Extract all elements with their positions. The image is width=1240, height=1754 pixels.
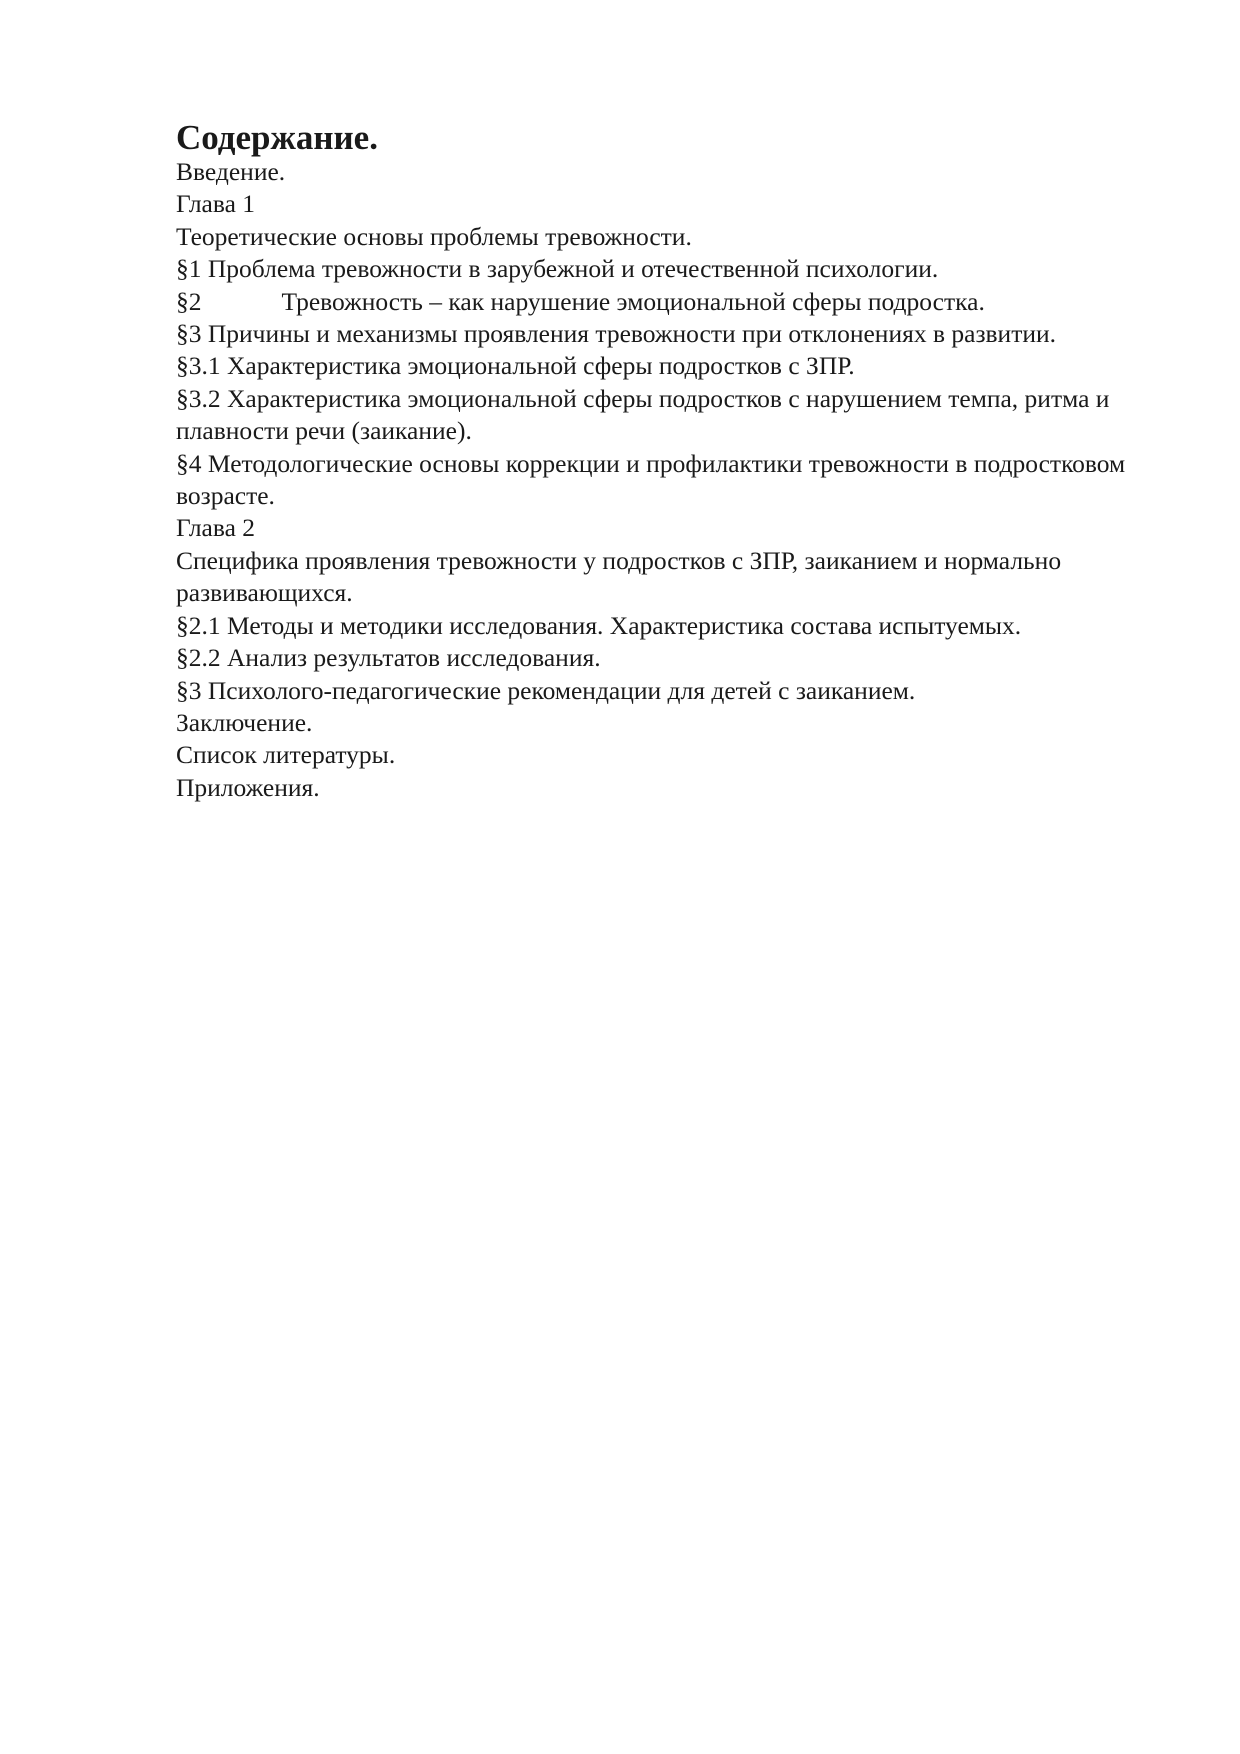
toc-item-section-2-number: §2: [176, 286, 202, 316]
toc-item-section-3-ch2: §3 Психолого-педагогические рекомендации для детей с заиканием.: [176, 675, 916, 705]
toc-item-section-3-1: §3.1 Характеристика эмоциональной сферы подростков с ЗПР.: [176, 351, 855, 381]
toc-item-section-3: §3 Причины и механизмы проявления тревожности при отклонениях в развитии.: [176, 319, 1057, 349]
toc-item-section-2-1: §2.1 Методы и методики исследования. Характеристика состава испытуемых.: [176, 610, 1022, 640]
toc-item-section-2-2: §2.2 Анализ результатов исследования.: [176, 643, 601, 673]
toc-item-appendices: Приложения.: [176, 772, 320, 802]
toc-item-bibliography: Список литературы.: [176, 740, 396, 770]
toc-item-section-3-2: §3.2 Характеристика эмоциональной сферы подростков с нарушением темпа, ритма и плавности речи (заикание).: [176, 383, 1110, 446]
toc-item-introduction: Введение.: [176, 157, 286, 186]
toc-item-conclusion: Заключение.: [176, 707, 313, 737]
toc-title: Содержание.: [176, 118, 378, 157]
toc-item-chapter-2-title: Специфика проявления тревожности у подростков с ЗПР, заиканием и нормально развивающихся.: [176, 545, 1062, 608]
toc-item-section-2: [176, 286, 1176, 318]
toc-item-chapter-2: Глава 2: [176, 513, 256, 543]
table-of-contents: [176, 116, 1176, 804]
toc-item-section-4: §4 Методологические основы коррекции и профилактики тревожности в подростковом возрасте.: [176, 448, 1126, 511]
toc-item-section-1: §1 Проблема тревожности в зарубежной и отечественной психологии.: [176, 254, 939, 284]
toc-item-chapter-1: Глава 1: [176, 189, 256, 219]
toc-item-section-2-text: Тревожность – как нарушение эмоциональной сферы подростка.: [281, 286, 985, 316]
toc-item-chapter-1-title: Теоретические основы проблемы тревожности.: [176, 221, 692, 251]
